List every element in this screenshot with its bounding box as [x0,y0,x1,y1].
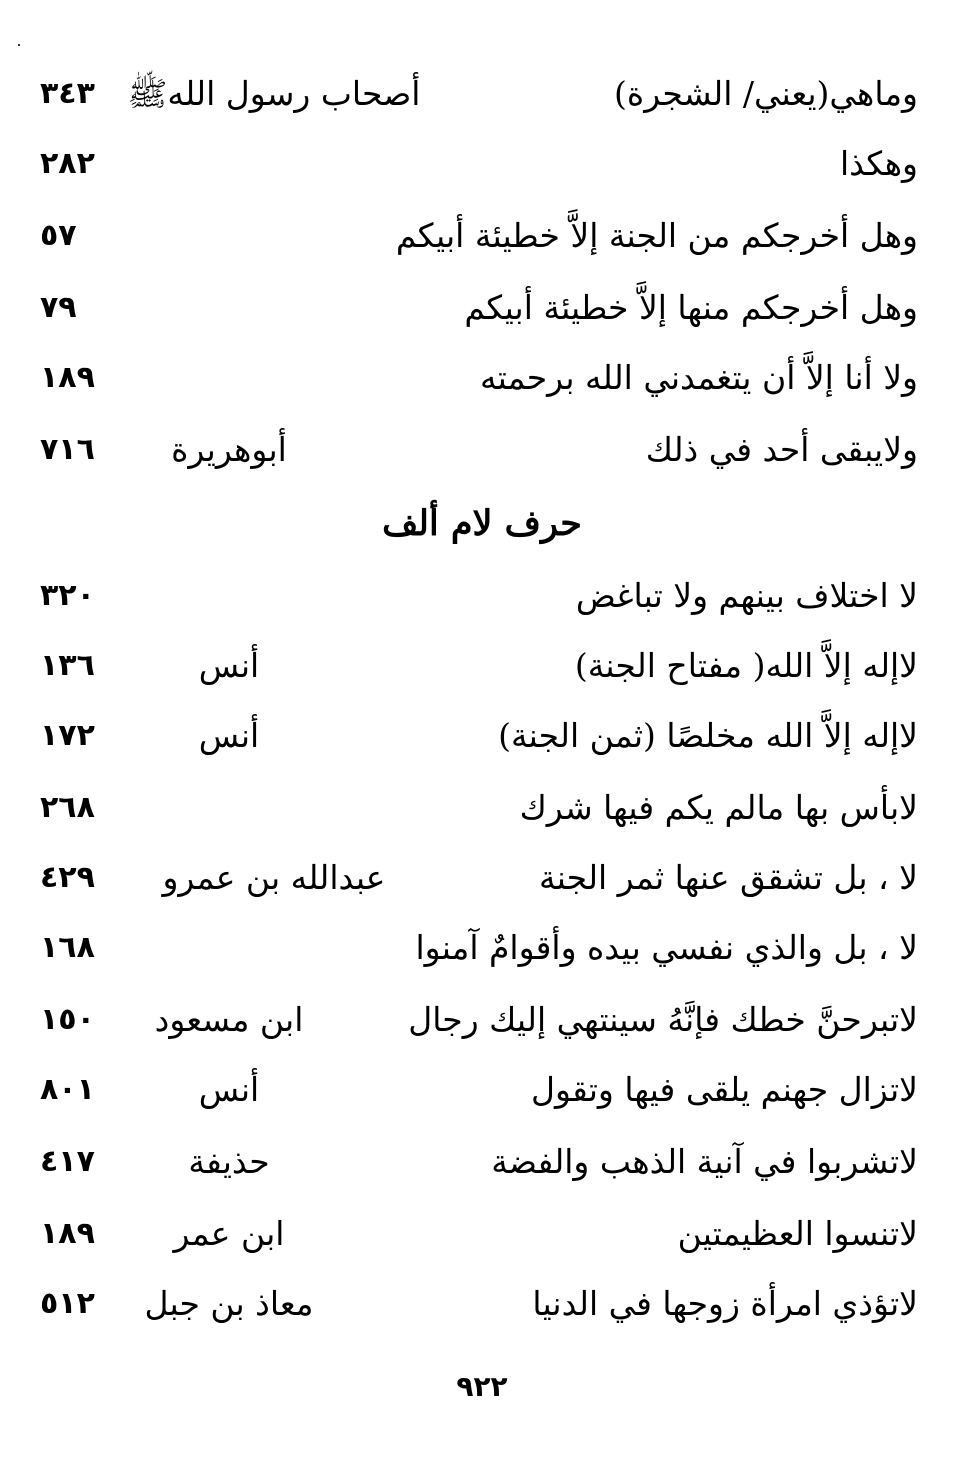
index-row [0,918,964,978]
hadith-text: وهل أخرجكم منها إلاَّ خطيئة أبيكم [464,288,918,327]
page-reference: ١٥٠ [40,1002,95,1037]
hadith-text: وماهي(يعني/ الشجرة) [614,74,918,113]
index-row [0,420,964,480]
page-number-footer: ٩٢٢ [456,1370,508,1403]
index-row [0,64,964,124]
hadith-text: وهل أخرجكم من الجنة إلاَّ خطيئة أبيكم [395,216,918,255]
hadith-text: ولا أنا إلاَّ أن يتغمدني الله برحمته [479,358,918,397]
page-reference: ٧٩ [40,290,77,325]
narrator-name: ابن عمر [173,1214,285,1253]
hadith-text: لاتزال جهنم يلقى فيها وتقول [531,1070,918,1109]
page-reference: ١٧٢ [40,718,95,753]
index-row [0,848,964,908]
index-row [0,566,964,626]
hadith-text: لا ، بل تشقق عنها ثمر الجنة [539,858,918,897]
narrator-name: أصحاب رسول اللهﷺ [127,74,421,113]
index-row [0,636,964,696]
hadith-text: لاتؤذي امرأة زوجها في الدنيا [532,1284,918,1323]
hadith-text: ولايبقى أحد في ذلك [645,430,918,469]
page-reference: ٧١٦ [40,432,95,467]
page-reference: ٨٠١ [40,1072,95,1107]
index-row [0,134,964,194]
page-reference: ١٦٨ [40,930,95,965]
hadith-text: وهكذا [839,144,918,183]
index-row [0,1060,964,1120]
index-row [0,1204,964,1264]
page-reference: ٣٤٣ [40,76,95,111]
hadith-text: لاتبرحنَّ خطك فإنَّهُ سينتهي إليك رجال [408,1000,918,1039]
scan-speck [18,44,20,46]
page-reference: ١٨٩ [40,360,95,395]
index-row [0,1132,964,1192]
page-reference: ٤١٧ [40,1144,95,1179]
narrator-name: أنس [198,716,260,755]
section-title: حرف لام ألف [382,503,582,544]
narrator-name: أنس [198,646,260,685]
page-reference: ٢٨٢ [40,146,95,181]
page-reference: ١٣٦ [40,648,95,683]
index-row [0,206,964,266]
hadith-text: لاتنسوا العظيمتين [677,1214,918,1253]
index-row [0,348,964,408]
hadith-text: لا ، بل والذي نفسي بيده وأقوامٌ آمنوا [415,928,918,967]
page-reference: ٥١٢ [40,1286,95,1321]
narrator-name: أبوهريرة [171,430,287,469]
index-row [0,278,964,338]
hadith-text: لا اختلاف بينهم ولا تباغض [575,576,918,615]
hadith-text: لاإله إلاَّ الله مخلصًا (ثمن الجنة) [498,716,918,755]
page-reference: ٥٧ [40,218,77,253]
page-reference: ١٨٩ [40,1216,95,1251]
hadith-text: لاإله إلاَّ الله( مفتاح الجنة) [574,646,918,685]
page-reference: ٢٦٨ [40,790,95,825]
narrator-name: معاذ بن جبل [144,1284,314,1323]
index-row [0,706,964,766]
narrator-name: أنس [198,1070,260,1109]
hadith-text: لابأس بها مالم يكم فيها شرك [519,788,918,827]
hadith-text: لاتشربوا في آنية الذهب والفضة [491,1142,918,1181]
index-row [0,990,964,1050]
page-reference: ٣٢٠ [40,578,95,613]
index-row [0,1274,964,1334]
index-row [0,778,964,838]
narrator-name: عبدالله بن عمرو [162,858,386,897]
narrator-name: حذيفة [188,1142,270,1181]
narrator-name: ابن مسعود [154,1000,304,1039]
page-reference: ٤٢٩ [40,860,95,895]
